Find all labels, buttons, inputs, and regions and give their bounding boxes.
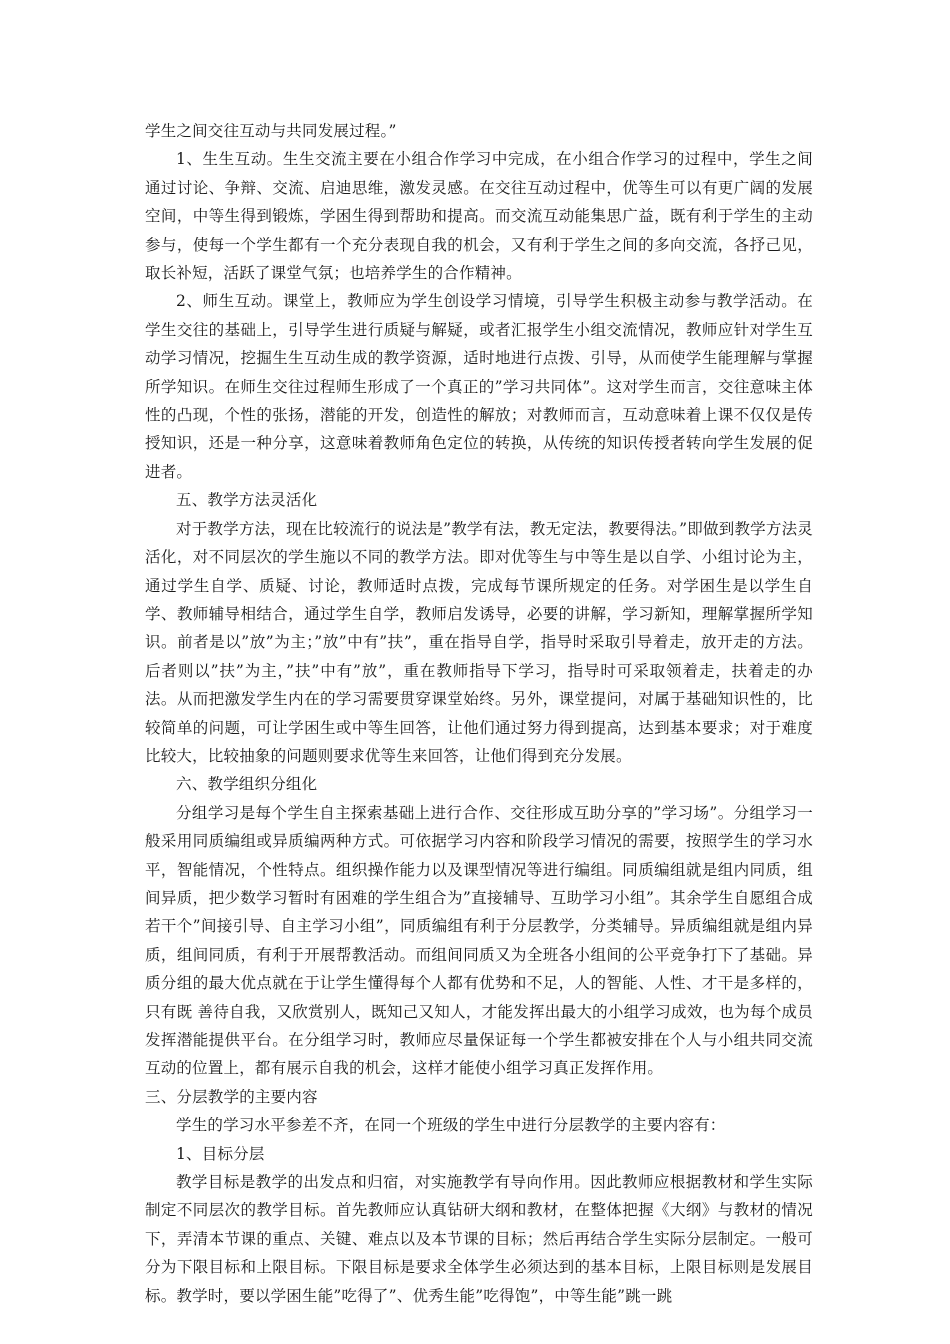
paragraph-teaching-methods: 对于教学方法，现在比较流行的说法是”教学有法，教无定法，教要得法。”即做到教学方法灵活化，对不同层次的学生施以不同的教学方法。即对优等生与中等生是以自学、小组讨论为主，通过学生自学、质疑、讨论，教师适时点拨，完成每节课所规定的任务。对学困生是以学生自学、教师辅导相结合，通过学生自学，教师启发诱导，必要的讲解，学习新知，理解掌握所学知识。前者是以”放”为主；”放”中有”扶”，重在指导自学，指导时采取引导着走，放开走的方法。后者则以”扶”为主，”扶”中有”放”，重在教师指导下学习，指导时可采取领着走，扶着走的办法。从而把激发学生内在的学习需要贯穿课堂始终。另外，课堂提问，对属于基础知识性的，比较简单的问题，可让学困生或中等生回答，让他们通过努力得到提高，达到基本要求；对于难度比较大，比较抽象的问题则要求优等生来回答，让他们得到充分发展。: [145, 519, 813, 765]
subheading-goal-layering: 1、目标分层: [176, 1144, 265, 1163]
section-heading-main-content: 三、分层教学的主要内容: [145, 1087, 318, 1106]
paragraph-student-interaction: 1、生生互动。生生交流主要在小组合作学习中完成，在小组合作学习的过程中，学生之间通过讨论、争辩、交流、启迪思维，激发灵感。在交往互动过程中，优等生可以有更广阔的发展空间，中等生得到锻炼，学困生得到帮助和提高。而交流互动能集思广益，既有利于学生的主动参与，使每一个学生都有一个充分表现自我的机会，又有利于学生之间的多向交流，各抒己见，取长补短，活跃了课堂气氛；也培养学生的合作精神。: [145, 150, 813, 283]
paragraph-group-organization: 分组学习是每个学生自主探索基础上进行合作、交往形成互助分享的”学习场”。分组学习一般采用同质编组或异质编两种方式。可依据学习内容和阶段学习情况的需要，按照学生的学习水平，智能情况，个性特点。组织操作能力以及课型情况等进行编组。同质编组就是组内同质，组间异质，把少数学习暂时有困难的学生组合为”直接辅导、互助学习小组”。其余学生自愿组合成若干个”间接引导、自主学习小组”，同质编组有利于分层教学，分类辅导。异质编组就是组内异质，组间同质，有利于开展帮教活动。而组间同质又为全班各小组间的公平竞争打下了基础。异质分组的最大优点就在于让学生懂得每个人都有优势和不足，人的智能、人性、才干是多样的，只有既 善待自我，又欣赏别人，既知己又知人，才能发挥出最大的小组学习成效，也为每个成员发挥潜能提供平台。在分组学习时，教师应尽量保证每一个学生都被安排在个人与小组共同交流互动的位置上，都有展示自我的机会，这样才能使小组学习真正发挥作用。: [145, 803, 813, 1078]
paragraph-teacher-student-interaction: 2、师生互动。课堂上，教师应为学生创设学习情境，引导学生积极主动参与教学活动。在学生交往的基础上，引导学生进行质疑与解疑，或者汇报学生小组交流情况，教师应针对学生互动学习情况，挖掘生生互动生成的教学资源，适时地进行点拨、引导，从而使学生能理解与掌握所学知识。在师生交往过程师生形成了一个真正的”学习共同体”。这对学生而言，交往意味主体性的凸现，个性的张扬，潜能的开发，创造性的解放；对教师而言，互动意味着上课不仅仅是传授知识，还是一种分享，这意味着教师角色定位的转换，从传统的知识传授者转向学生发展的促进者。: [145, 292, 813, 481]
section-heading-group-organization: 六、教学组织分组化: [176, 775, 318, 794]
paragraph-goal-layering: 教学目标是教学的出发点和归宿，对实施教学有导向作用。因此教师应根据教材和学生实际制定不同层次的教学目标。首先教师应认真钻研大纲和教材，在整体把握《大纲》与教材的情况下，弄清本节课的重点、关键、难点以及本节课的目标；然后再结合学生实际分层制定。一般可分为下限目标和上限目标。下限目标是要求全体学生必须达到的基本目标，上限目标则是发展目标。教学时，要以学困生能”吃得了”、优秀生能”吃得饱”，中等生能”跳一跳: [145, 1173, 813, 1305]
document-page: [145, 117, 813, 1310]
section-heading-teaching-methods: 五、教学方法灵活化: [176, 491, 318, 510]
paragraph-continuation: 学生之间交往互动与共同发展过程。”: [145, 122, 397, 140]
paragraph-main-content-intro: 学生的学习水平参差不齐，在同一个班级的学生中进行分层教学的主要内容有：: [176, 1116, 726, 1135]
